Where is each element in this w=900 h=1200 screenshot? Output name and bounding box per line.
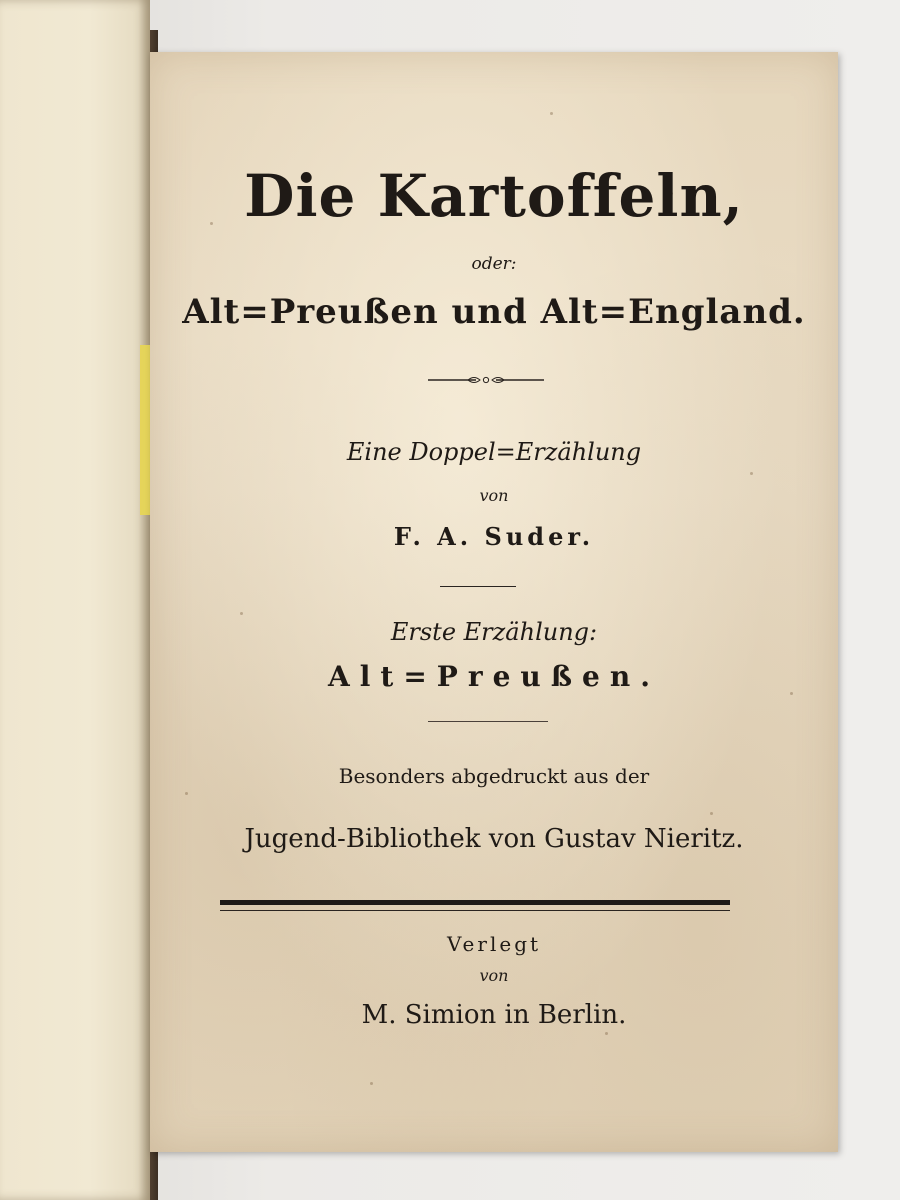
ornament-divider — [428, 374, 544, 386]
left-page — [0, 0, 150, 1200]
part-label: Erste Erzählung: — [390, 618, 598, 646]
reprint-note: Besonders abgedruckt aus der — [338, 764, 650, 788]
genre-text: Eine Doppel=Erzählung — [346, 438, 642, 466]
part-title: Alt=Preußen. — [328, 660, 660, 693]
author-name: F. A. Suder. — [393, 522, 595, 551]
book-title: Die Kartoffeln, — [244, 162, 744, 230]
von-text: von — [479, 486, 509, 505]
verlegt-text: Verlegt — [446, 932, 542, 956]
title-page — [150, 52, 838, 1152]
short-rule — [440, 586, 516, 587]
oder-text: oder: — [471, 254, 517, 274]
series-name: Jugend-Bibliothek von Gustav Nieritz. — [244, 824, 744, 854]
publisher-name: M. Simion in Berlin. — [361, 1000, 627, 1030]
double-rule-thin — [220, 910, 730, 911]
book-subtitle: Alt=Preußen und Alt=England. — [182, 292, 806, 332]
thick-rule — [220, 900, 730, 905]
thin-rule — [428, 721, 548, 722]
von-text-2: von — [479, 966, 509, 985]
